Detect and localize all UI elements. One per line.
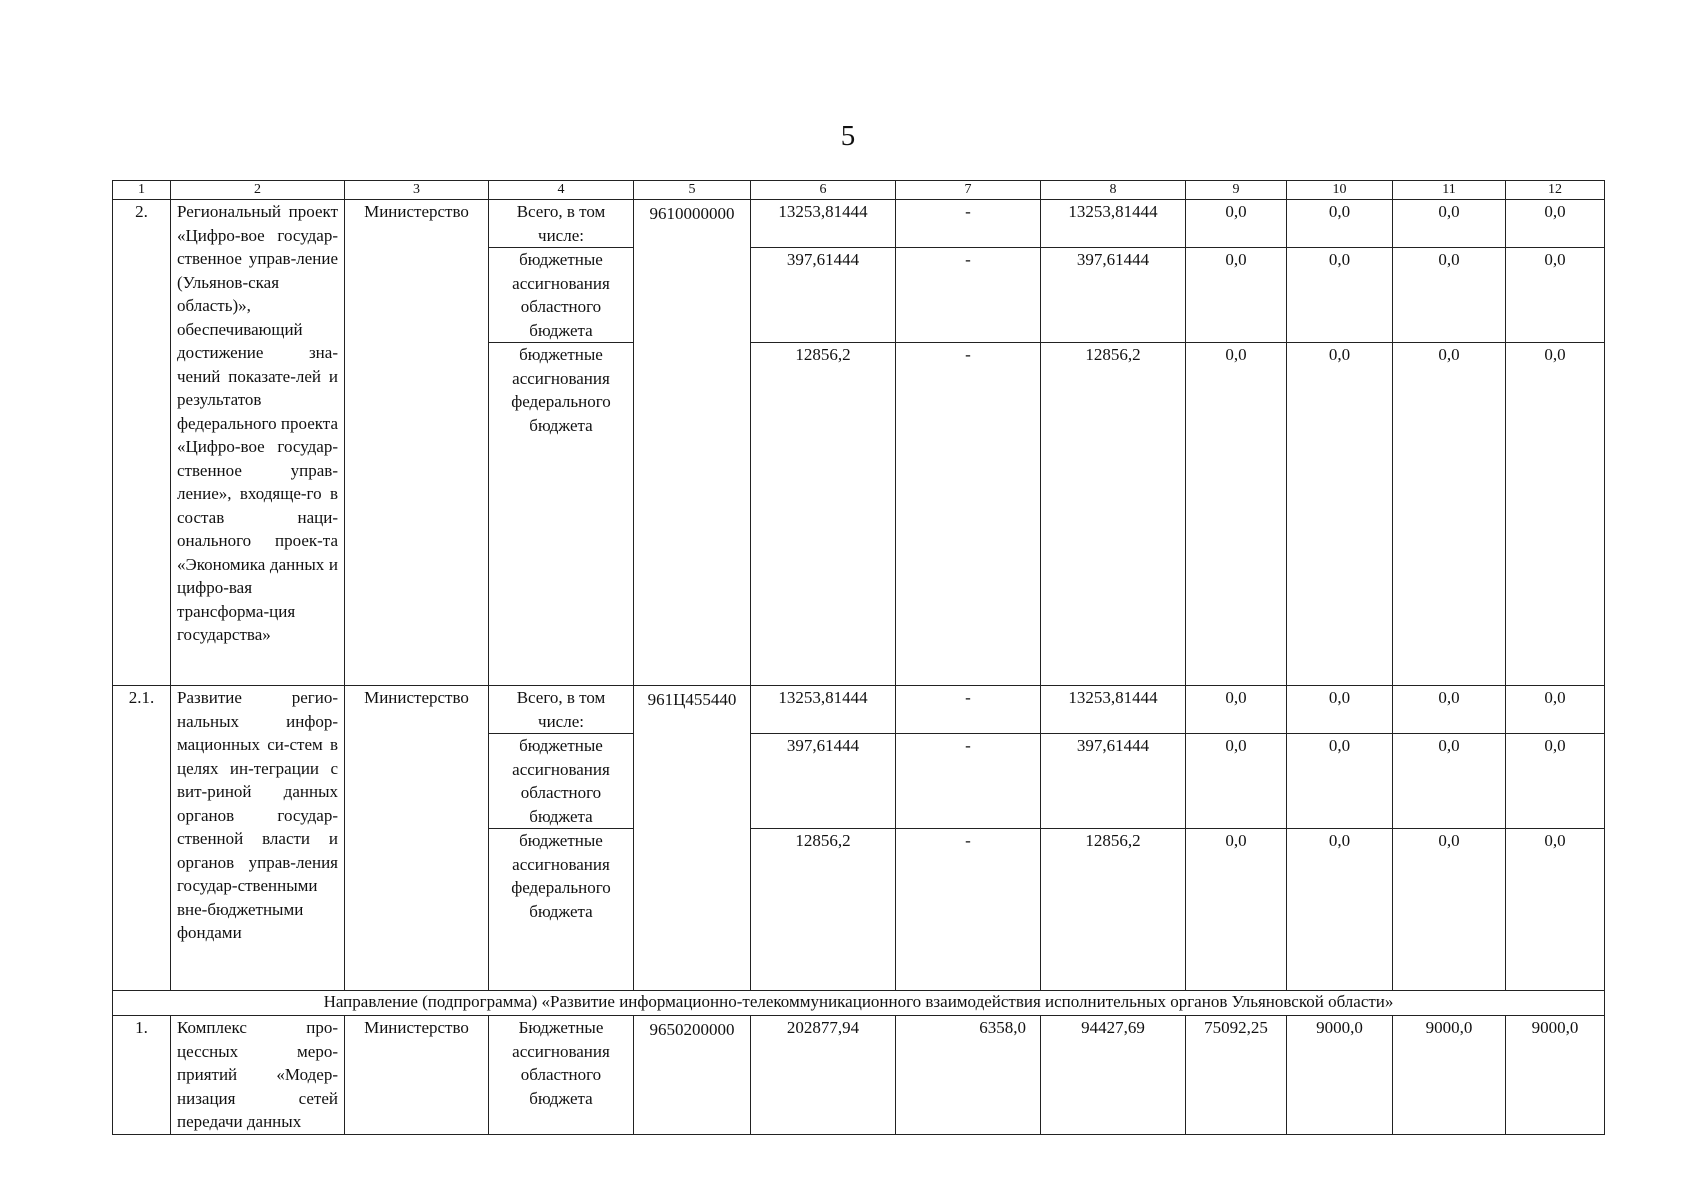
column-number: 1 xyxy=(113,181,171,200)
amount-cell: 0,0 xyxy=(1186,829,1287,991)
table-row xyxy=(113,686,1605,734)
amount-cell: - xyxy=(896,248,1041,343)
amount-cell: 0,0 xyxy=(1393,686,1506,734)
amount-cell: 0,0 xyxy=(1506,686,1605,734)
funding-source: бюджетные ассигнования федерального бюджета xyxy=(489,343,634,686)
amount-cell: 0,0 xyxy=(1506,829,1605,991)
amount-cell: 0,0 xyxy=(1506,200,1605,248)
amount-cell: 397,61444 xyxy=(1041,248,1186,343)
funding-source: бюджетные ассигнования областного бюджета xyxy=(489,734,634,829)
amount-cell: 94427,69 xyxy=(1041,1016,1186,1135)
amount-cell: 12856,2 xyxy=(751,343,896,686)
amount-cell: 13253,81444 xyxy=(751,200,896,248)
budget-table xyxy=(112,180,1605,1135)
column-number: 3 xyxy=(345,181,489,200)
column-number: 4 xyxy=(489,181,634,200)
amount-cell: - xyxy=(896,829,1041,991)
table-row xyxy=(113,1016,1605,1135)
amount-cell: 397,61444 xyxy=(751,734,896,829)
item-number: 2.1. xyxy=(113,686,171,991)
amount-cell: 0,0 xyxy=(1393,734,1506,829)
budget-code: 9650200000 xyxy=(634,1016,751,1135)
amount-cell: 9000,0 xyxy=(1506,1016,1605,1135)
funding-source: Всего, в том числе: xyxy=(489,200,634,248)
funding-source: Бюджетные ассигнования областного бюджета xyxy=(489,1016,634,1135)
amount-cell: 0,0 xyxy=(1186,686,1287,734)
amount-cell: - xyxy=(896,686,1041,734)
amount-cell: 0,0 xyxy=(1287,200,1393,248)
item-executor: Министерство xyxy=(345,200,489,686)
item-description: Развитие регио-нальных инфор-мационных си-стем в целях ин-теграции с вит-риной данных органов государ-ственной власти и органов управ-ления государ-ственными вне-бюджетными фондами xyxy=(171,686,345,991)
column-number: 9 xyxy=(1186,181,1287,200)
column-number: 8 xyxy=(1041,181,1186,200)
section-title: Направление (подпрограмма) «Развитие информационно-телекоммуникационного взаимодействия исполнительных органов Ульяновской области» xyxy=(113,991,1605,1016)
item-executor: Министерство xyxy=(345,686,489,991)
amount-cell: 0,0 xyxy=(1393,829,1506,991)
column-number: 12 xyxy=(1506,181,1605,200)
amount-cell: 13253,81444 xyxy=(1041,686,1186,734)
funding-source: бюджетные ассигнования областного бюджета xyxy=(489,248,634,343)
amount-cell: 0,0 xyxy=(1506,343,1605,686)
column-number: 5 xyxy=(634,181,751,200)
amount-cell: - xyxy=(896,200,1041,248)
amount-cell: 12856,2 xyxy=(1041,829,1186,991)
amount-cell: - xyxy=(896,734,1041,829)
item-description: Комплекс про-цессных меро-приятий «Модер-низация сетей передачи данных xyxy=(171,1016,345,1135)
amount-cell: 13253,81444 xyxy=(751,686,896,734)
budget-code: 9610000000 xyxy=(634,200,751,686)
item-number: 1. xyxy=(113,1016,171,1135)
item-description: Региональный проект «Цифро-вое государ-ственное управ-ление (Ульянов-ская область)», обеспечивающий достижение зна-чений показате-лей и результатов федерального проекта «Цифро-вое государ-ственное управ-ление», входяще-го в состав наци-онального проек-та «Экономика данных и цифро-вая трансформа-ция государства» xyxy=(171,200,345,686)
amount-cell: 0,0 xyxy=(1287,686,1393,734)
column-number-row xyxy=(113,181,1605,200)
budget-code: 961Ц455440 xyxy=(634,686,751,991)
item-number: 2. xyxy=(113,200,171,686)
amount-cell: 75092,25 xyxy=(1186,1016,1287,1135)
table-row xyxy=(113,200,1605,248)
funding-source: Всего, в том числе: xyxy=(489,686,634,734)
item-executor: Министерство xyxy=(345,1016,489,1135)
amount-cell: 0,0 xyxy=(1186,343,1287,686)
page-number: 5 xyxy=(840,120,856,152)
amount-cell: 397,61444 xyxy=(751,248,896,343)
amount-cell: - xyxy=(896,343,1041,686)
amount-cell: 0,0 xyxy=(1287,829,1393,991)
amount-cell: 0,0 xyxy=(1506,734,1605,829)
column-number: 7 xyxy=(896,181,1041,200)
amount-cell: 12856,2 xyxy=(1041,343,1186,686)
amount-cell: 9000,0 xyxy=(1287,1016,1393,1135)
amount-cell: 0,0 xyxy=(1287,734,1393,829)
amount-cell: 0,0 xyxy=(1506,248,1605,343)
column-number: 6 xyxy=(751,181,896,200)
funding-source: бюджетные ассигнования федерального бюджета xyxy=(489,829,634,991)
amount-cell: 0,0 xyxy=(1186,200,1287,248)
amount-cell: 0,0 xyxy=(1393,248,1506,343)
amount-cell: 202877,94 xyxy=(751,1016,896,1135)
amount-cell: 397,61444 xyxy=(1041,734,1186,829)
column-number: 10 xyxy=(1287,181,1393,200)
amount-cell: 6358,0 xyxy=(896,1016,1041,1135)
amount-cell: 0,0 xyxy=(1287,248,1393,343)
amount-cell: 9000,0 xyxy=(1393,1016,1506,1135)
amount-cell: 0,0 xyxy=(1186,734,1287,829)
amount-cell: 0,0 xyxy=(1287,343,1393,686)
amount-cell: 0,0 xyxy=(1186,248,1287,343)
column-number: 11 xyxy=(1393,181,1506,200)
amount-cell: 0,0 xyxy=(1393,343,1506,686)
amount-cell: 13253,81444 xyxy=(1041,200,1186,248)
amount-cell: 12856,2 xyxy=(751,829,896,991)
section-heading-row xyxy=(113,991,1605,1016)
column-number: 2 xyxy=(171,181,345,200)
amount-cell: 0,0 xyxy=(1393,200,1506,248)
